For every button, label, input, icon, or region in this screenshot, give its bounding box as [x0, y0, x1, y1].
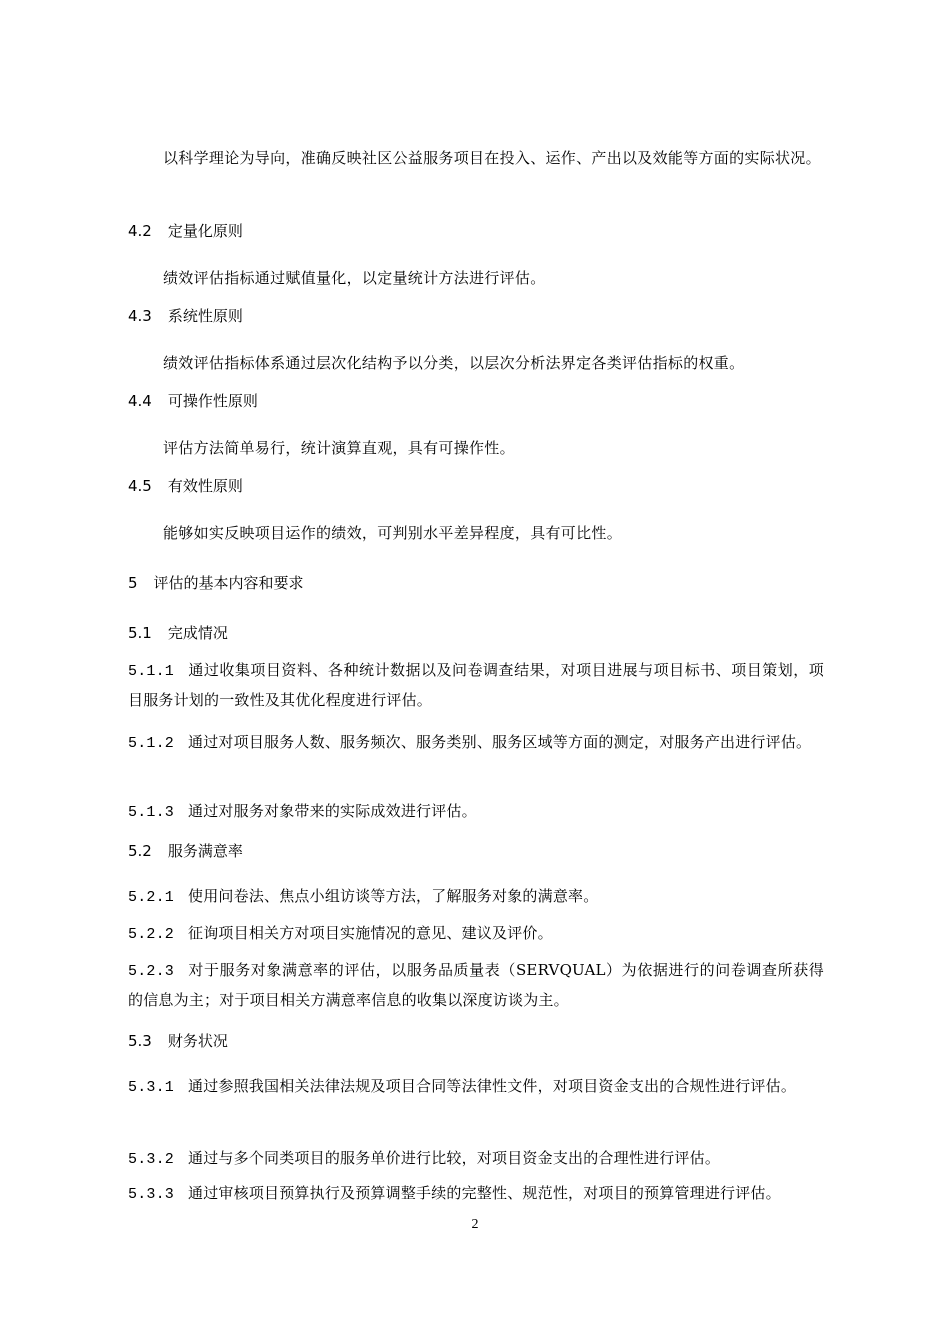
heading-4-4 — [128, 390, 824, 412]
item-number: 5.3.3 — [128, 1186, 175, 1203]
section-title: 系统性原则 — [167, 307, 243, 325]
item-number: 5.1.2 — [128, 735, 175, 752]
section-title: 评估的基本内容和要求 — [153, 574, 304, 592]
item-5-3-2 — [128, 1144, 824, 1174]
item-text: 使用问卷法、焦点小组访谈等方法，了解服务对象的满意率。 — [188, 887, 599, 905]
section-number: 5.3 — [128, 1032, 152, 1050]
section-title: 可操作性原则 — [167, 392, 258, 410]
section-number: 4.4 — [128, 392, 152, 410]
item-text: 通过对服务对象带来的实际成效进行评估。 — [188, 802, 477, 820]
heading-4-3 — [128, 305, 824, 327]
section-number: 4.3 — [128, 307, 152, 325]
item-5-2-2 — [128, 919, 824, 949]
paragraph-4-4: 评估方法简单易行，统计演算直观，具有可操作性。 — [163, 439, 515, 457]
intro-paragraph: 以科学理论为导向，准确反映社区公益服务项目在投入、运作、产出以及效能等方面的实际状况。 — [163, 149, 821, 167]
page-number: 2 — [471, 1217, 479, 1232]
section-title: 完成情况 — [167, 624, 228, 642]
item-number: 5.3.1 — [128, 1079, 175, 1096]
item-number: 5.2.3 — [128, 963, 175, 980]
item-number: 5.1.3 — [128, 804, 175, 821]
paragraph-4-2: 绩效评估指标通过赋值量化，以定量统计方法进行评估。 — [163, 269, 546, 287]
section-title: 服务满意率 — [167, 842, 243, 860]
heading-4-2 — [128, 220, 824, 242]
item-text: 通过参照我国相关法律法规及项目合同等法律性文件，对项目资金支出的合规性进行评估。 — [188, 1077, 797, 1095]
item-number: 5.3.2 — [128, 1151, 175, 1168]
item-text: 通过对项目服务人数、服务频次、服务类别、服务区域等方面的测定，对服务产出进行评估。 — [188, 733, 812, 751]
item-5-1-3 — [128, 797, 824, 827]
section-number: 5.1 — [128, 624, 152, 642]
item-5-2-1 — [128, 882, 824, 912]
heading-5-1 — [128, 622, 824, 644]
item-5-1-2 — [128, 728, 824, 758]
item-5-3-3 — [128, 1179, 824, 1209]
item-number: 5.2.1 — [128, 889, 175, 906]
heading-5-3 — [128, 1030, 824, 1052]
item-5-2-3 — [128, 956, 824, 1015]
item-text: 通过与多个同类项目的服务单价进行比较，对项目资金支出的合理性进行评估。 — [188, 1149, 721, 1167]
section-title: 财务状况 — [167, 1032, 228, 1050]
section-title: 定量化原则 — [167, 222, 243, 240]
paragraph-4-3: 绩效评估指标体系通过层次化结构予以分类，以层次分析法界定各类评估指标的权重。 — [163, 354, 745, 372]
item-number: 5.1.1 — [128, 663, 175, 680]
item-text: 通过审核项目预算执行及预算调整手续的完整性、规范性，对项目的预算管理进行评估。 — [188, 1184, 781, 1202]
section-number: 4.2 — [128, 222, 152, 240]
heading-4-5 — [128, 475, 824, 497]
item-5-3-1 — [128, 1072, 824, 1102]
heading-5-2 — [128, 840, 824, 862]
section-number: 4.5 — [128, 477, 152, 495]
item-number: 5.2.2 — [128, 926, 175, 943]
heading-5 — [128, 572, 824, 594]
section-number: 5 — [128, 574, 138, 592]
section-number: 5.2 — [128, 842, 152, 860]
item-text: 通过收集项目资料、各种统计数据以及问卷调查结果，对项目进展与项目标书、项目策划，项目服务计划的一致性及其优化程度进行评估。 — [128, 661, 824, 709]
paragraph-4-5: 能够如实反映项目运作的绩效，可判别水平差异程度，具有可比性。 — [163, 524, 623, 542]
section-title: 有效性原则 — [167, 477, 243, 495]
item-text: 对于服务对象满意率的评估，以服务品质量表（SERVQUAL）为依据进行的问卷调查所获得的信息为主；对于项目相关方满意率信息的收集以深度访谈为主。 — [128, 961, 824, 1009]
item-5-1-1 — [128, 656, 824, 715]
item-text: 征询项目相关方对项目实施情况的意见、建议及评价。 — [188, 924, 553, 942]
